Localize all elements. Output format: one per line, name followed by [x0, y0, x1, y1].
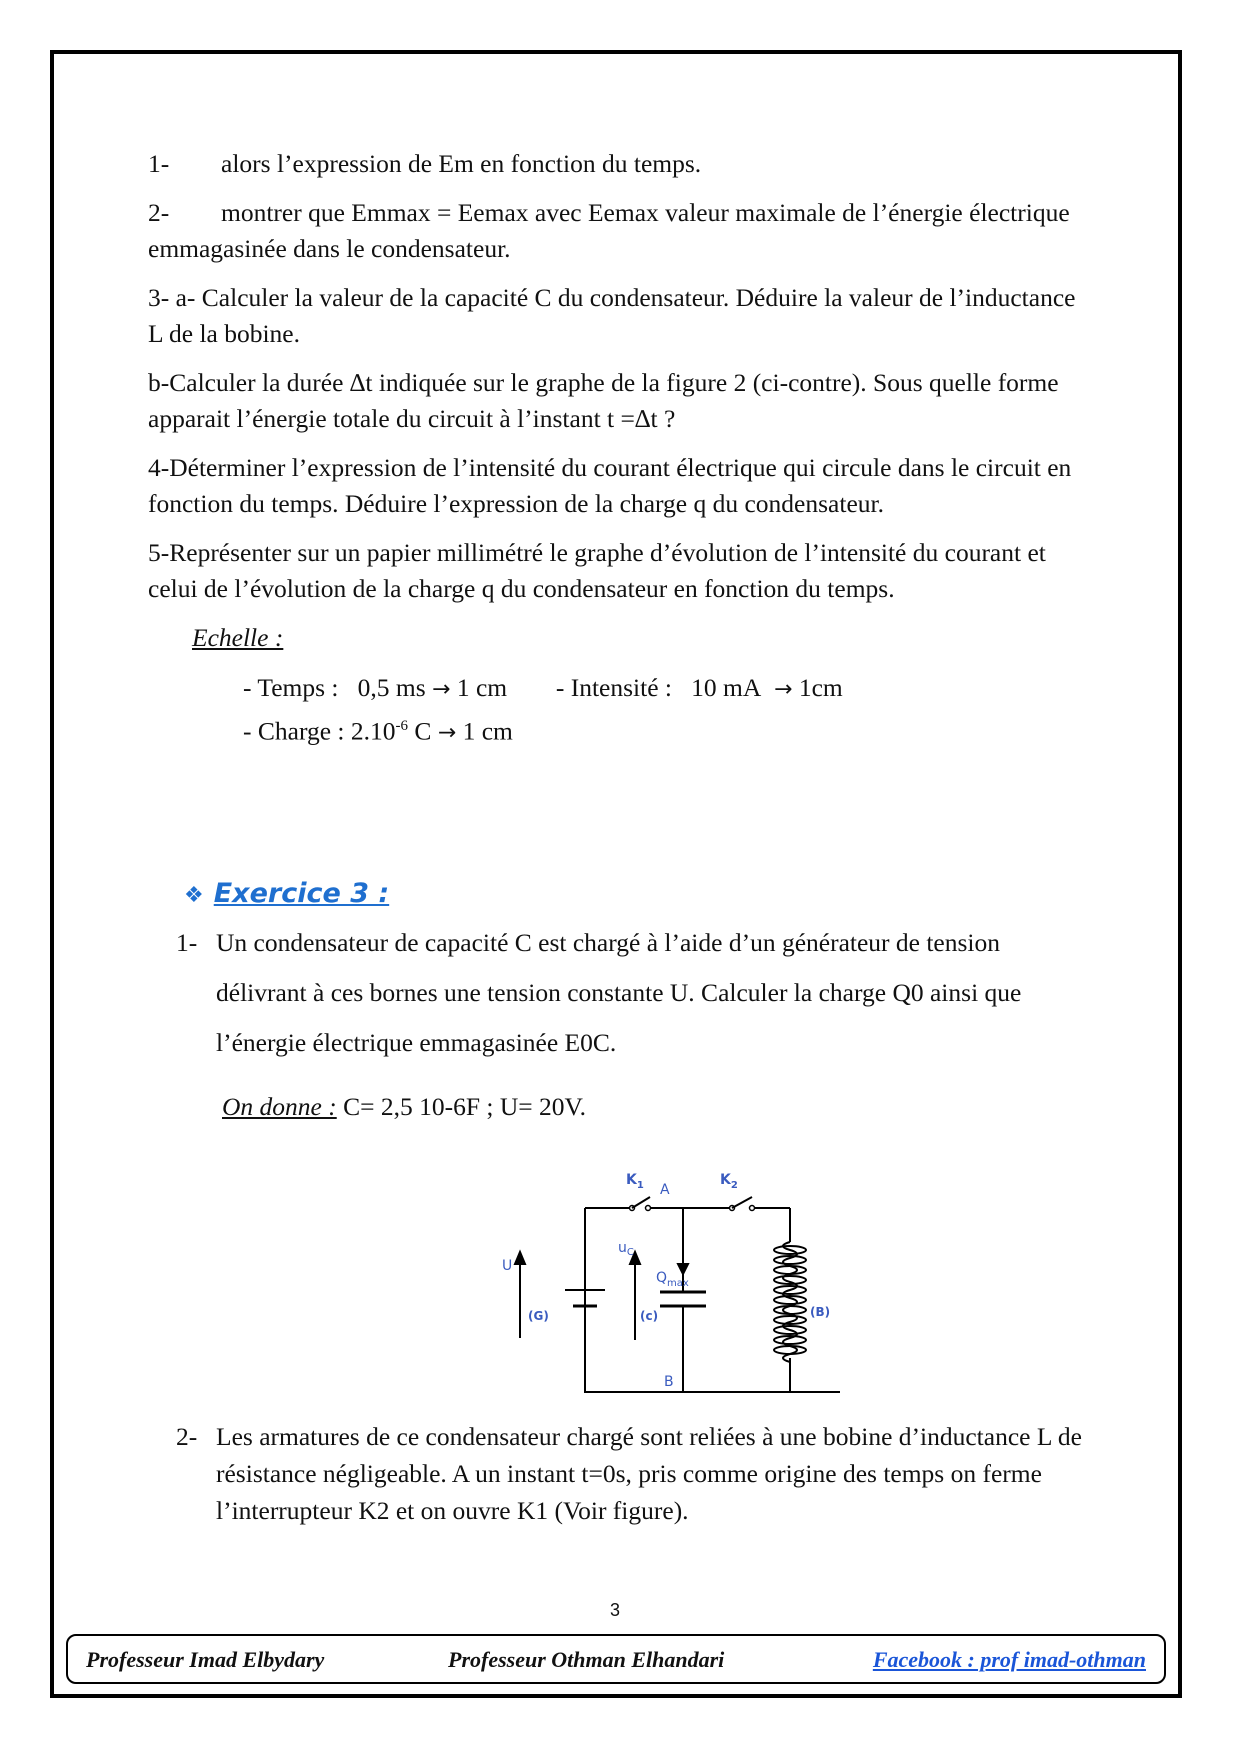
footer-author-2: Professeur Othman Elhandari [448, 1647, 725, 1672]
scale-line-charge: - Charge : $2.10^{-6}$ C → 1 cm [243, 716, 513, 746]
given-values: On donne : C= 2,5 10-6F ; U= 20V. [222, 1092, 587, 1121]
diamond-bullet-icon: ❖ [184, 883, 204, 908]
circuit-wires [585, 1208, 840, 1392]
k2-label: $K_2$ [720, 1172, 738, 1191]
exercise-3-item-2: 2- Les armatures de ce condensateur chargé sont reliées à une bobine d’inductance L de résistance négligeable. A un instant t=0s, pris comme origine des temps on ferme l’interrupteur K2 et on ouvre K1 (Voir figure). [176, 1422, 1082, 1525]
question-1: 1- alors l’expression de Em en fonction du temps. [148, 149, 702, 178]
coil-label: (B) [810, 1305, 831, 1319]
facebook-link[interactable]: Facebook : prof imad-othman [872, 1647, 1146, 1672]
arrow-icon: → [432, 677, 451, 702]
questions-block [148, 146, 1088, 752]
capacitor-label: (c) [640, 1309, 659, 1323]
q-max-label: $Q_{max}$ [656, 1270, 689, 1289]
footer [66, 1634, 1166, 1684]
circuit-diagram [480, 1160, 840, 1410]
question-2: 2- montrer que Emmax = Eemax avec Eemax valeur maximale de l’énergie électrique emmagasinée dans le condensateur. [148, 198, 1070, 263]
exercise-3-item-1: 1- Un condensateur de capacité C est chargé à l’aide d’un générateur de tension délivrant à ces bornes une tension constante U. Calculer la charge Q0 ainsi que l’énergie électrique emmagasinée E0C. [176, 928, 1022, 1057]
question-5: 5-Représenter sur un papier millimétré le graphe d’évolution de l’intensité du courant et celui de l’évolution de la charge q du condensateur en fonction du temps. [148, 538, 1046, 603]
question-4: 4-Déterminer l’expression de l’intensité du courant électrique qui circule dans le circuit en fonction du temps. Déduire l’expression de la charge q du condensateur. [148, 453, 1072, 518]
node-a-label: A [660, 1182, 670, 1198]
k1-label: $K_1$ [626, 1172, 644, 1191]
uc-label: $u_C$ [618, 1240, 634, 1258]
generator-label: (G) [528, 1309, 549, 1323]
capacitor-symbol [660, 1292, 706, 1306]
voltage-arrows [515, 1248, 688, 1340]
k2-switch [730, 1197, 755, 1211]
exercise-3-title: ❖ Exercice 3 : [184, 878, 390, 909]
arrow-icon: → [774, 677, 793, 702]
arrow-icon: → [437, 720, 457, 746]
k1-switch [630, 1197, 651, 1211]
footer-author-1: Professeur Imad Elbydary [86, 1647, 325, 1672]
question-3b: b-Calculer la durée ∆t indiquée sur le graphe de la figure 2 (ci-contre). Sous quelle forme apparait l’énergie totale du circuit à l’instant t =∆t ? [148, 368, 1059, 433]
u-label: U [502, 1258, 513, 1274]
scale-title: Echelle : [192, 623, 284, 652]
page-number: 3 [610, 1600, 621, 1620]
question-3a: 3- a- Calculer la valeur de la capacité C du condensateur. Déduire la valeur de l’inductance L de la bobine. [148, 283, 1076, 348]
scale-line-time-intensity: - Temps : 0,5 ms → 1 cm - Intensité : 10 mA → 1cm [243, 673, 843, 702]
node-b-label: B [664, 1374, 674, 1390]
